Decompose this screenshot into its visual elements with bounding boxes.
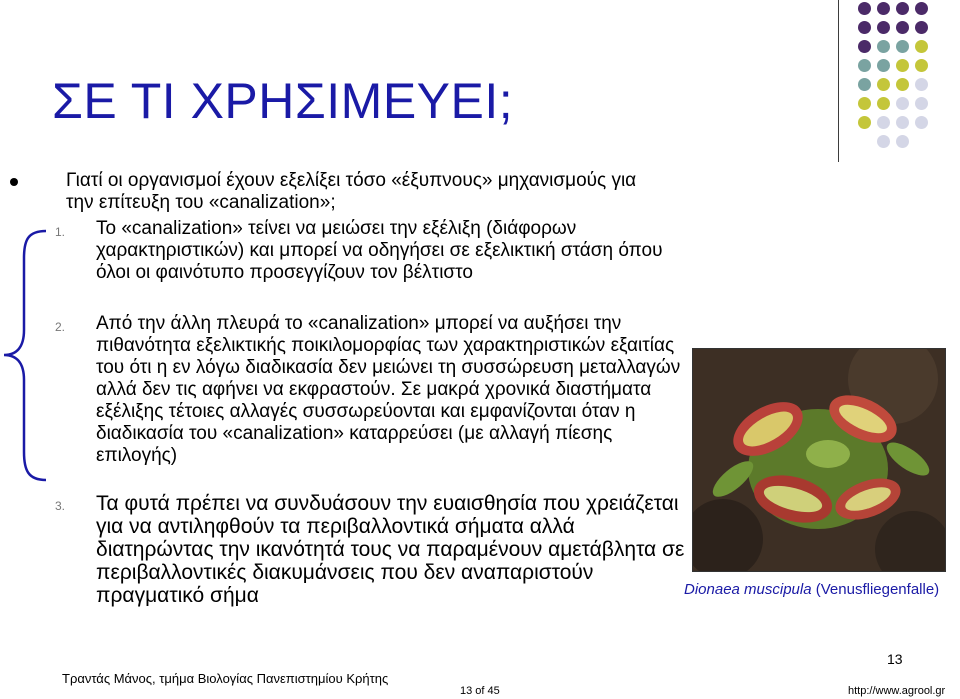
photo-caption	[684, 581, 960, 598]
decorative-dot	[877, 97, 890, 110]
decorative-dot	[896, 97, 909, 110]
decorative-dot	[915, 2, 928, 15]
decorative-dot	[896, 21, 909, 34]
curly-brace-icon	[0, 228, 52, 483]
decorative-dot	[858, 78, 871, 91]
venus-flytrap-photo	[692, 348, 946, 572]
footer-url: http://www.agrool.gr	[848, 685, 946, 697]
decorative-dot	[915, 21, 928, 34]
decorative-dot	[877, 40, 890, 53]
list-item-text: Το «canalization» τείνει να μειώσει την εξέλιξη (διάφορων χαρακτηριστικών) και μπορεί να οδηγήσει σε εξελικτική στάση όπου όλοι οι φαινότυπο προσεγγίζουν τον βέλτιστο	[96, 218, 663, 283]
list-item-text: Τα φυτά πρέπει να συνδυάσουν την ευαισθησία που χρειάζεται για να αντιληφθούν τα περιβαλλοντικά σήματα αλλά διατηρώντας την ικανότητά τους να παραμένουν αμετάβλητα σε περιβαλλοντικές διακυμάνσεις που δεν αναπαριστούν πραγματικό σήμα	[96, 492, 685, 607]
decorative-dot	[896, 40, 909, 53]
decorative-dot	[915, 116, 928, 129]
decorative-dot	[877, 2, 890, 15]
intro-text: Γιατί οι οργανισμοί έχουν εξελίξει τόσο «έξυπνους» μηχανισμούς για την επίτευξη του «canalization»;	[66, 170, 637, 213]
decorative-dot	[858, 59, 871, 72]
decorative-dot	[877, 59, 890, 72]
decorative-dot	[896, 78, 909, 91]
list-number: 1.	[55, 225, 66, 239]
list-number: 3.	[55, 499, 66, 513]
decorative-dot	[915, 97, 928, 110]
decorative-divider-line	[838, 0, 839, 162]
decorative-dot	[858, 2, 871, 15]
list-item-text: Από την άλλη πλευρά το «canalization» μπορεί να αυξήσει την πιθανότητα εξελικτικής ποικιλομορφίας των χαρακτηριστικών εξαιτίας του ότι η εν λόγω διαδικασία δεν μειώνει τη συσσώρευση μεταλλαγών αλλά δεν τις αφήνει να εκφραστούν. Σε μακρά χρονικά διαστήματα εξέλιξης τέτοιες αλλαγές συσσωρεύονται και εμφανίζονται όταν η διαδικασία του «canalization» καταρρεύσει (με αλλαγή πίεσης επιλογής)	[96, 313, 681, 466]
decorative-dot-grid	[852, 0, 952, 150]
decorative-dot	[858, 97, 871, 110]
decorative-dot	[915, 40, 928, 53]
decorative-dot	[915, 78, 928, 91]
slide-title: ΣΕ ΤΙ ΧΡΗΣΙΜΕΥΕΙ;	[52, 73, 514, 129]
footer-author: Τραντάς Μάνος, τμήμα Βιολογίας Πανεπιστημίου Κρήτης	[62, 671, 389, 686]
decorative-dot	[877, 78, 890, 91]
decorative-dot	[858, 21, 871, 34]
bullet-icon	[10, 178, 18, 186]
list-number: 2.	[55, 320, 66, 334]
decorative-dot	[896, 116, 909, 129]
decorative-dot	[877, 135, 890, 148]
caption-common-name: (Venusfliegenfalle)	[815, 581, 940, 598]
page-counter: 13 of 45	[460, 685, 500, 697]
decorative-dot	[896, 135, 909, 148]
decorative-dot	[896, 59, 909, 72]
decorative-dot	[915, 59, 928, 72]
decorative-dot	[858, 116, 871, 129]
decorative-dot	[858, 40, 871, 53]
decorative-dot	[896, 2, 909, 15]
slide-number: 13	[887, 651, 903, 667]
caption-species: Dionaea muscipula	[684, 581, 812, 598]
decorative-dot	[877, 21, 890, 34]
decorative-dot	[877, 116, 890, 129]
